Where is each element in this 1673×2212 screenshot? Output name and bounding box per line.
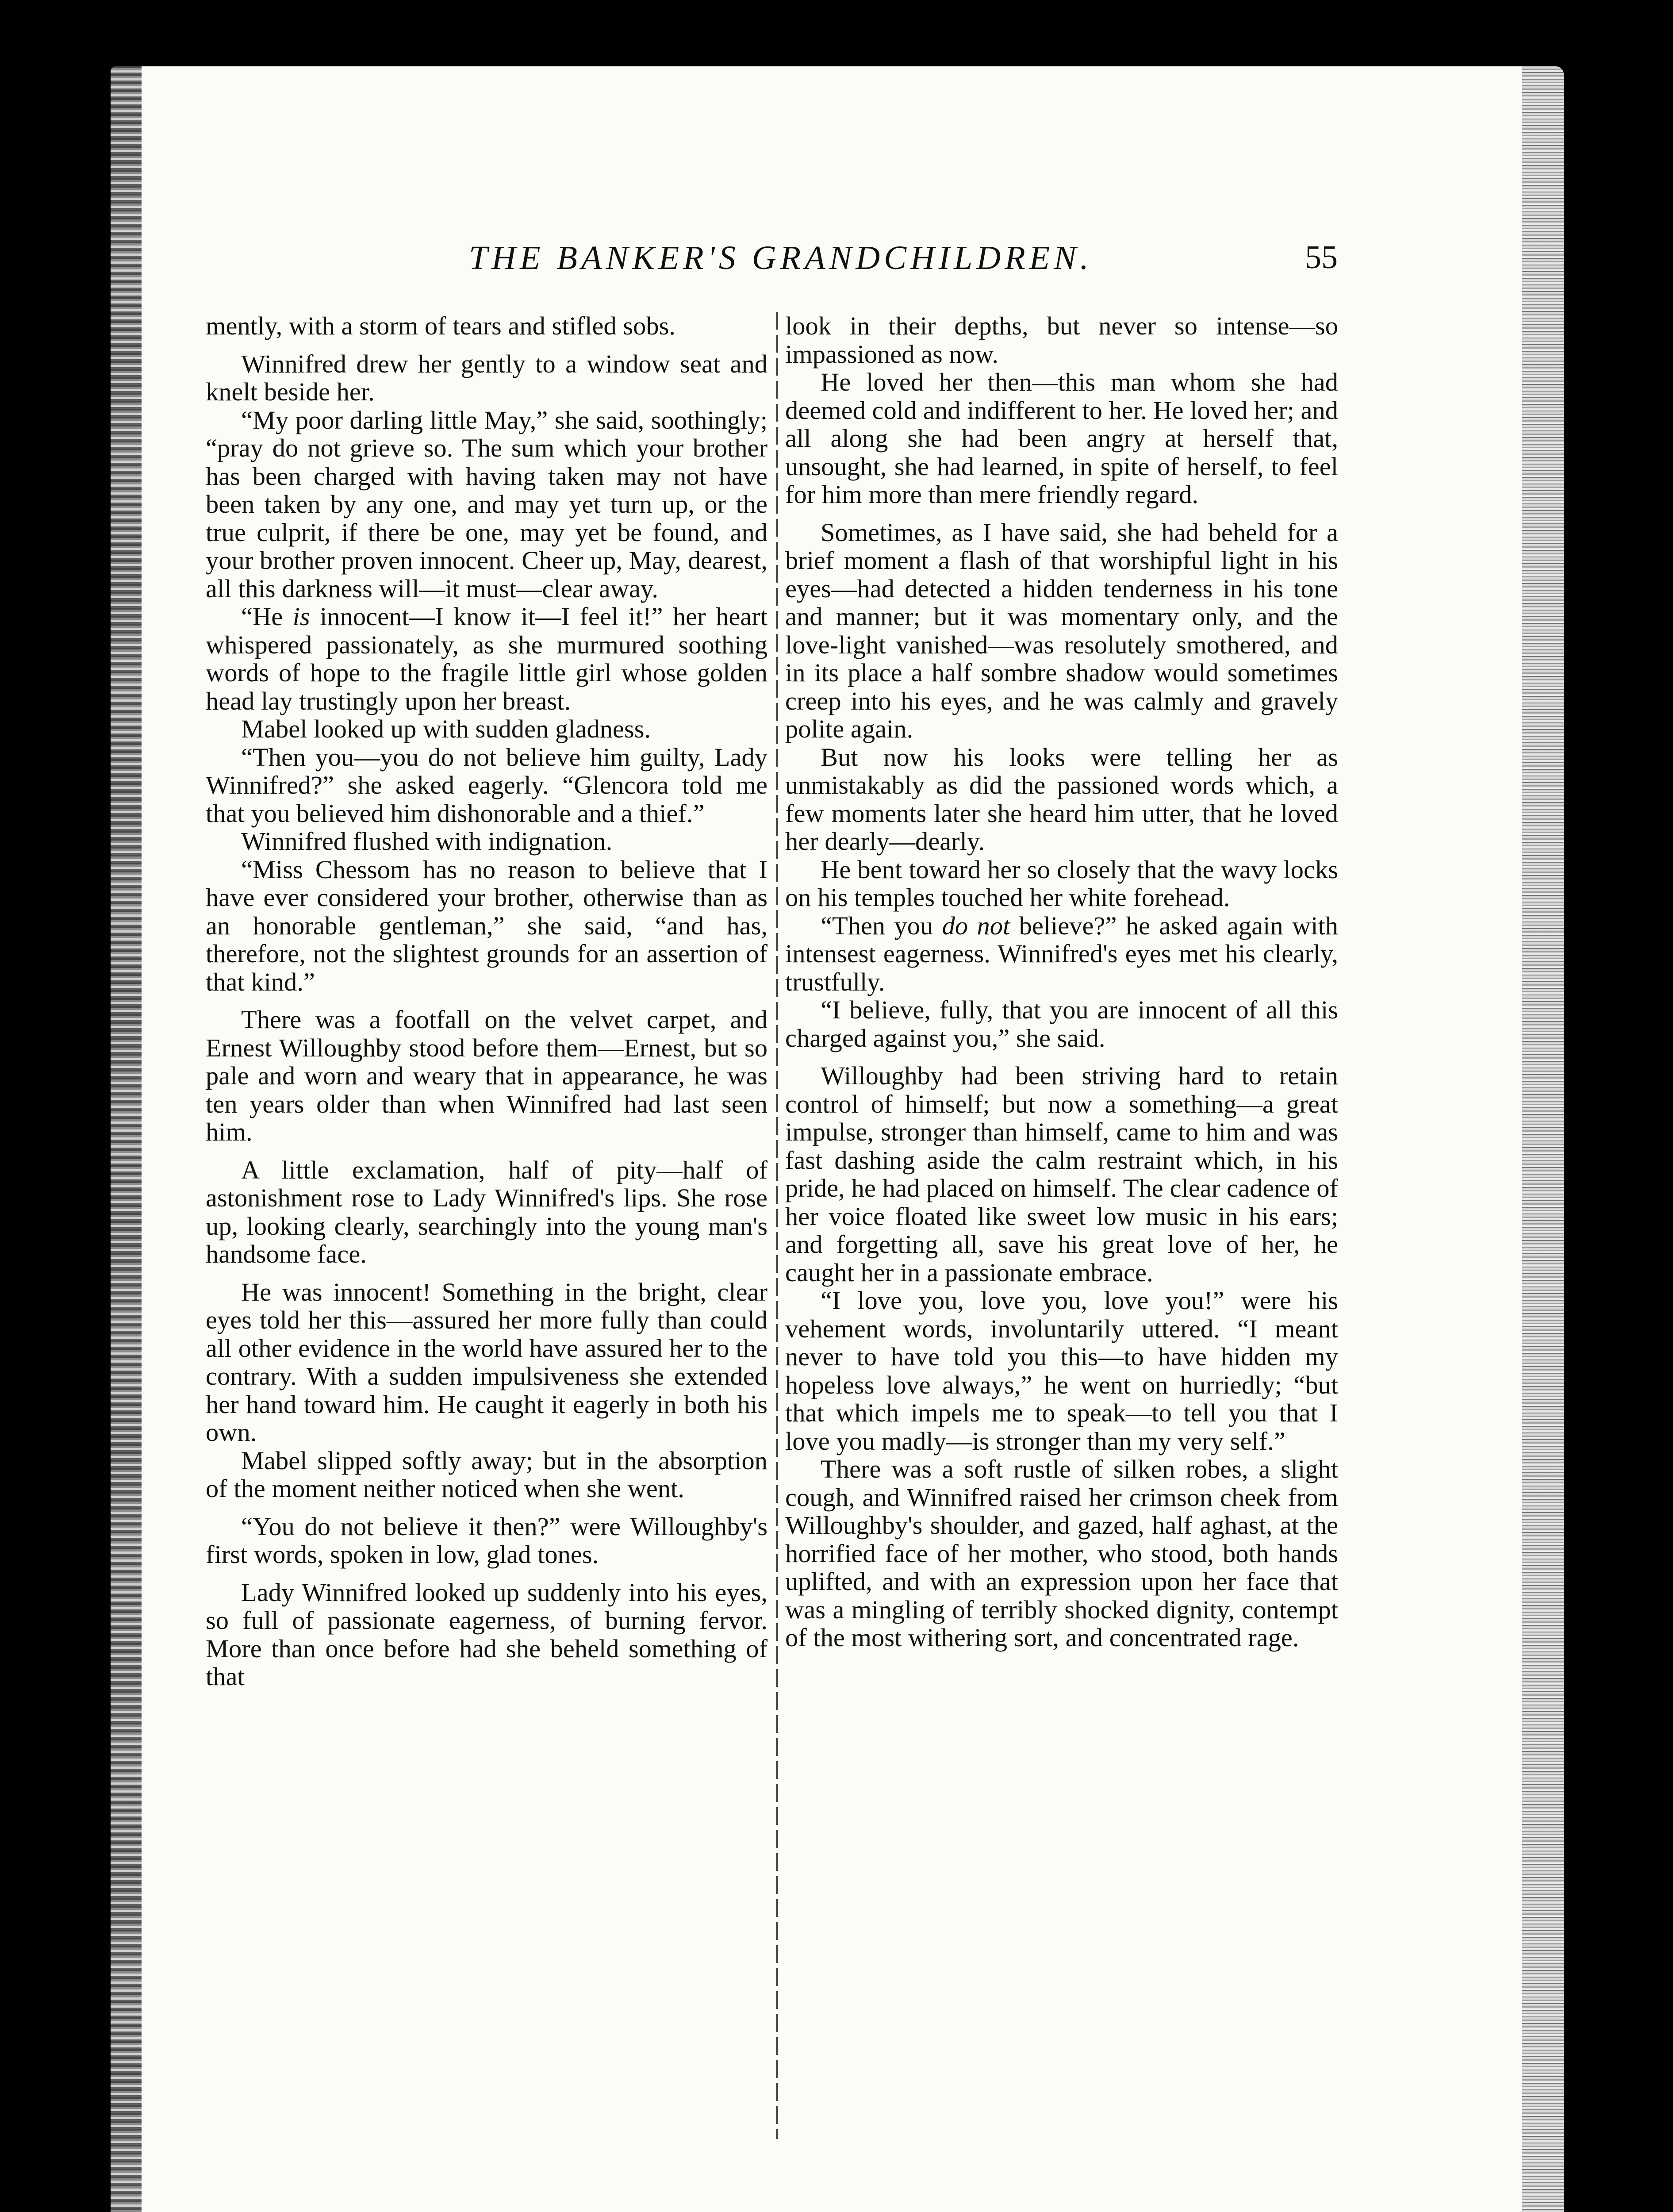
paragraph	[785, 912, 1338, 996]
paragraph-text: “Then you	[821, 911, 942, 940]
paragraph: “Then you—you do not believe him guilty, Lady Winnifred?” she asked eagerly. “Glencora told me that you believed him dishonorable and a thief.”	[206, 742, 767, 828]
paragraph: “Miss Chessom has no reason to believe that I have ever considered your brother, otherwise than as an honorable gentleman,” she said, “and has, therefore, not the slightest grounds for an assertion of that kind.”	[206, 855, 767, 996]
running-head	[111, 239, 1564, 288]
paragraph: “My poor darling little May,” she said, soothingly; “pray do not grieve so. The sum which your brother has been charged with having taken may not have been taken by any one, and may yet turn up, or the true culprit, if there be one, may yet be found, and your brother proven innocent. Cheer up, May, dearest, all this darkness will—it must—clear away.	[206, 405, 767, 603]
paragraph	[206, 603, 767, 715]
paragraph: Winnifred drew her gently to a window seat and knelt beside her.	[206, 349, 767, 406]
paragraph: “I believe, fully, that you are innocent of all this charged against you,” she said.	[785, 995, 1338, 1052]
paragraph: Willoughby had been striving hard to retain control of himself; but now a something—a great impulse, stronger than himself, came to him and was fast dashing aside the calm restraint which, in his pride, he had placed on himself. The clear cadence of her voice floated like sweet low music in his ears; and forgetting all, save his great love of her, he caught her in a passionate embrace.	[785, 1061, 1338, 1287]
paragraph: He was innocent! Something in the bright, clear eyes told her this—assured her more fully than could all other evidence in the world have assured her to the contrary. With a sudden impulsiveness she extended her hand toward him. He caught it eagerly in both his own.	[206, 1277, 767, 1447]
scan-edge-right	[1522, 66, 1564, 2212]
scan-edge-left	[111, 66, 142, 2212]
paragraph: There was a soft rustle of silken robes, a slight cough, and Winnifred raised her crimson cheek from Willoughby's shoulder, and gazed, half aghast, at the horrified face of her mother, who stood, both hands uplifted, and with an expression upon her face that was a mingling of terribly shocked dignity, contempt of the most withering sort, and concentrated rage.	[785, 1455, 1338, 1652]
paragraph: He loved her then—this man whom she had deemed cold and indifferent to her. He loved her; and all along she had been angry at herself that, unsought, she had learned, in spite of herself, to feel for him more than mere friendly regard.	[785, 368, 1338, 509]
paragraph: “You do not believe it then?” were Willoughby's first words, spoken in low, glad tones.	[206, 1512, 767, 1569]
paragraph: There was a footfall on the velvet carpet, and Ernest Willoughby stood before them—Ernest, but so pale and worn and weary that in appearance, he was ten years older than when Winnifred had last seen him.	[206, 1005, 767, 1146]
paragraph: Mabel slipped softly away; but in the absorption of the moment neither noticed when she went.	[206, 1446, 767, 1503]
paragraph: But now his looks were telling her as unmistakably as did the passioned words which, a few moments later she heard him utter, that he loved her dearly—dearly.	[785, 742, 1338, 856]
paragraph: A little exclamation, half of pity—half of astonishment rose to Lady Winnifred's lips. She rose up, looking clearly, searchingly into the young man's handsome face.	[206, 1155, 767, 1268]
book-page	[111, 66, 1564, 2212]
page-number: 55	[1305, 239, 1338, 276]
paragraph-text: believe?” he asked again with intensest eagerness. Winnifred's eyes met his clearly, trustfully.	[785, 911, 1338, 996]
paragraph: Sometimes, as I have said, she had beheld for a brief moment a flash of that worshipful light in his eyes—had detected a hidden tenderness in his tone and manner; but it was momentary only, and the love-light vanished—was resolutely smothered, and in its place a half sombre shadow would sometimes creep into his eyes, and he was calmly and gravely polite again.	[785, 518, 1338, 743]
emphasis-text: do not	[942, 911, 1010, 940]
running-title: THE BANKER'S GRANDCHILDREN.	[469, 239, 1093, 276]
paragraph: mently, with a storm of tears and stifled sobs.	[206, 312, 676, 340]
paragraph: He bent toward her so closely that the wavy locks on his temples touched her white forehead.	[785, 855, 1338, 912]
paragraph: Lady Winnifred looked up suddenly into his eyes, so full of passionate eagerness, of burning fervor. More than once before had she beheld something of that	[206, 1578, 767, 1691]
right-column	[785, 312, 1338, 2148]
paragraph: “I love you, love you, love you!” were his vehement words, involuntarily uttered. “I meant never to have told you this—to have hidden my hopeless love always,” he went on hurriedly; “but that which impels me to speak—to tell you that I love you madly—is stronger than my very self.”	[785, 1286, 1338, 1455]
column-divider	[776, 312, 778, 2139]
paragraph: Mabel looked up with sudden gladness.	[241, 714, 651, 743]
emphasis-text: is	[292, 602, 310, 631]
paragraph: look in their depths, but never so intense—so impassioned as now.	[785, 312, 1338, 369]
paragraph: Winnifred flushed with indignation.	[241, 827, 613, 856]
left-column	[206, 312, 767, 2148]
paragraph-text: “He	[241, 602, 293, 631]
paragraph-text: innocent—I know it—I feel it!” her heart whispered passionately, as she murmured soothing words of hope to the fragile little girl whose golden head lay trustingly upon her breast.	[206, 602, 767, 715]
